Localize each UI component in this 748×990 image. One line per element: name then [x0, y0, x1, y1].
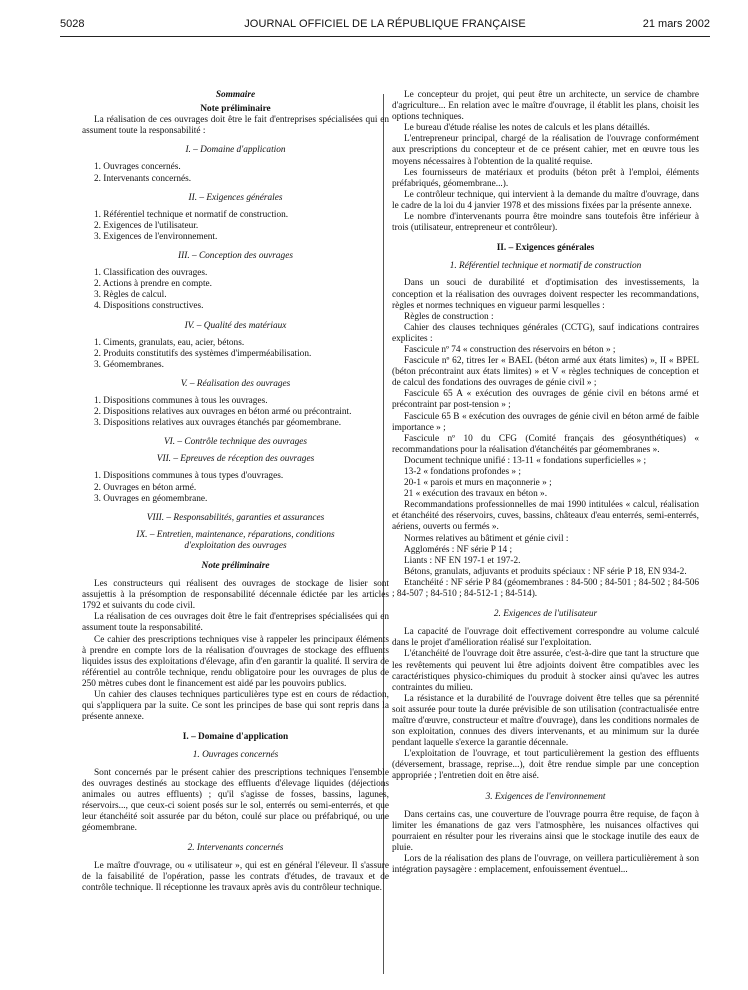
- r-sub2-paragraph: La résistance et la durabilité de l'ouvrage doivent être telles que sa pérennité soit assurée pour toute la durée prévisible de son utilisation (contractualisée entre maître d'œuvre, constructeur et maître d'ouvrage), dans les conditions normales de son exploitation, connues des divers intervenants, et au minimum sur la durée pendant laquelle s'exerce la garantie décennale.: [392, 693, 699, 749]
- summary-section-7: VII. – Epreuves de réception des ouvrages: [156, 454, 315, 465]
- r-sub1-paragraph: Agglomérés : NF série P 14 ;: [404, 544, 513, 555]
- summary-item: 1. Ciments, granulats, eau, acier, bétons.: [94, 337, 245, 348]
- intro-paragraph: Les fournisseurs de matériaux et produits (béton prêt à l'emploi, éléments préfabriqués, géomembrane...).: [392, 167, 699, 189]
- r-sub3-paragraph: Dans certains cas, une couverture de l'ouvrage pourra être requise, de façon à limiter les émanations de gaz vers l'atmosphère, les nuisances olfactives qui pourraient en résulter pour les riverains ainsi que le stockage inutile des eaux de pluie.: [392, 809, 699, 853]
- r-sub1-paragraph: Recommandations professionnelles de mai 1990 intitulées « calcul, réalisation et étanchéité des réservoirs, cuves, bassins, châteaux d'eau enterrés, semi-enterrés, aériens, ouverts ou fermés ».: [392, 500, 699, 533]
- summary-section-9: IX. – Entretien, maintenance, réparations, conditions d'exploitation des ouvrages: [136, 529, 335, 551]
- summary-item: 3. Dispositions relatives aux ouvrages étanchés par géomembrane.: [94, 418, 342, 429]
- r-sub1-paragraph: Normes relatives au bâtiment et génie civil :: [404, 533, 569, 544]
- summary-item: 1. Ouvrages concernés.: [94, 162, 181, 173]
- summary-section-5: V. – Réalisation des ouvrages: [180, 378, 291, 389]
- note2-paragraph: Un cahier des clauses techniques particulières type est en cours de rédaction, qui s'appliquera par la suite. Ce sont les principes de base qui sont repris dans la présente annexe.: [82, 690, 389, 723]
- summary-item: 1. Dispositions communes à tous les ouvrages.: [94, 395, 268, 406]
- r-sub1-paragraph: Etanchéité : NF série P 84 (géomembranes : 84-500 ; 84-501 ; 84-502 ; 84-506 ; 84-507 ; 84-510 ; 84-512-1 ; 84-514).: [392, 577, 699, 600]
- left-column: [82, 90, 389, 894]
- summary-item: 2. Intervenants concernés.: [94, 173, 192, 184]
- summary-item: 1. Référentiel technique et normatif de construction.: [94, 209, 289, 220]
- r-sub3-title: 3. Exigences de l'environnement: [485, 791, 606, 802]
- r-sub3-paragraph: Lors de la réalisation des plans de l'ouvrage, on veillera particulièrement à son intégration paysagère : emplacement, enfouissement éventuel...: [392, 854, 699, 876]
- summary-item: 2. Produits constitutifs des systèmes d'imperméabilisation.: [94, 348, 312, 359]
- summary-section-1: I. – Domaine d'application: [185, 145, 286, 156]
- summary-item: 1. Dispositions communes à tous types d'ouvrages.: [94, 471, 284, 482]
- summary-item: 2. Exigences de l'utilisateur.: [94, 220, 199, 231]
- r-sub2-title: 2. Exigences de l'utilisateur: [493, 609, 598, 620]
- page-header: [60, 18, 710, 34]
- sub2-text: Le maître d'ouvrage, ou « utilisateur », qui est en général l'éleveur. Il s'assure de la faisabilité de l'opération, passe les contrats d'études, de travaux et de contrôle technique. Il réceptionne les travaux après avis du contrôleur technique.: [82, 861, 389, 894]
- part1-title: I. – Domaine d'application: [182, 732, 289, 743]
- summary-item: 2. Actions à prendre en compte.: [94, 279, 212, 290]
- r-sub1-paragraph: Fascicule 65 B « exécution des ouvrages de génie civil en béton armé de faible importance » ;: [392, 411, 699, 433]
- r-sub1-paragraph: Bétons, granulats, adjuvants et produits spéciaux : NF série P 18, EN 934-2.: [404, 566, 687, 577]
- r-sub2-paragraph: L'étanchéité de l'ouvrage doit être assurée, c'est-à-dire que tant la structure que les revêtements qui peuvent lui être adjoints doivent être compatibles avec les caractéristiques physico-chimiques du produit à stocker ainsi qu'avec les autres contraintes du milieu.: [392, 649, 699, 693]
- r-sub2-paragraph: L'exploitation de l'ouvrage, et tout particulièrement la gestion des effluents (déversement, brassage, reprise...), doit être rendue simple par une conception appropriée ; l'entretien doit en être aisé.: [392, 749, 699, 782]
- summary-item: 3. Exigences de l'environnement.: [94, 231, 218, 242]
- summary-section-8: VIII. – Responsabilités, garanties et assurances: [146, 512, 325, 523]
- summary-section-3: III. – Conception des ouvrages: [178, 251, 293, 262]
- r-sub1-paragraph: Fascicule 65 A « exécution des ouvrages de génie civil en bétons armé et précontraint par post-tension » ;: [392, 389, 699, 411]
- intro-paragraph: Le contrôleur technique, qui intervient à la demande du maître d'ouvrage, dans le cadre de la loi du 4 janvier 1978 et des missions fixées par la présente annexe.: [392, 189, 699, 211]
- r-sub1-paragraph: Fascicule nº 62, titres Ier « BAEL (béton armé aux états limites) », II « BPEL (béton précontraint aux états limites) » et V « règles techniques de conception et de calcul des fondations des ouvrages de génie civil » ;: [392, 356, 699, 389]
- summary-item: 3. Géomembranes.: [94, 359, 164, 370]
- summary-item: 3. Ouvrages en géomembrane.: [94, 493, 208, 504]
- r-sub1-paragraph: Fascicule nº 10 du CFG (Comité français des géosynthétiques) « recommandations pour la réalisation d'étanchéités par géomembranes ».: [392, 433, 699, 455]
- r-sub1-paragraph: Règles de construction :: [404, 311, 494, 322]
- r-sub1-paragraph: Liants : NF EN 197-1 et 197-2.: [404, 555, 521, 566]
- part2-title: II. – Exigences générales: [496, 243, 595, 254]
- r-sub1-paragraph: 20-1 « parois et murs en maçonnerie » ;: [404, 478, 552, 489]
- summary-section-2: II. – Exigences générales: [188, 192, 283, 203]
- intro-paragraph: Le nombre d'intervenants pourra être moindre sans toutefois être inférieur à trois (utilisateur, entrepreneur et contrôleur).: [392, 212, 699, 234]
- issue-date: 21 mars 2002: [642, 18, 710, 30]
- summary-item: 4. Dispositions constructives.: [94, 301, 204, 312]
- summary-item: 2. Ouvrages en béton armé.: [94, 482, 197, 493]
- right-column: [392, 90, 699, 876]
- intro-paragraph: Le concepteur du projet, qui peut être un architecte, un service de chambre d'agriculture... En relation avec le maître d'ouvrage, il établit les plans, choisit les options techniques.: [392, 90, 699, 123]
- summary-item: 3. Règles de calcul.: [94, 290, 167, 301]
- journal-title: JOURNAL OFFICIEL DE LA RÉPUBLIQUE FRANÇAISE: [244, 18, 526, 30]
- summary-item: 1. Classification des ouvrages.: [94, 268, 208, 279]
- note2-paragraph: La réalisation de ces ouvrages doit être le fait d'entreprises spécialisées qui en assument toute la responsabilité.: [82, 612, 389, 634]
- intro-paragraph: L'entrepreneur principal, chargé de la réalisation de l'ouvrage conformément aux prescriptions du concepteur et de ce présent cahier, met en œuvre tous les moyens nécessaires à l'obtention de la qualité requise.: [392, 134, 699, 167]
- note2-paragraph: Les constructeurs qui réalisent des ouvrages de stockage de lisier sont assujettis à la présomption de responsabilité décennale édictée par les articles 1792 et suivants du code civil.: [82, 579, 389, 612]
- page-number: 5028: [60, 18, 85, 30]
- header-rule: [60, 36, 710, 37]
- r-sub1-paragraph: Document technique unifié : 13-11 « fondations superficielles » ;: [404, 455, 647, 466]
- note2-title: Note préliminaire: [201, 561, 270, 571]
- sommaire-title: Sommaire: [215, 90, 256, 100]
- r-sub1-paragraph: Cahier des clauses techniques générales (CCTG), sauf indications contraires explicites :: [392, 322, 699, 344]
- r-sub2-paragraph: La capacité de l'ouvrage doit effectivement correspondre au volume calculé dans le projet d'amélioration réalisé sur l'exploitation.: [392, 627, 699, 649]
- note-title: Note préliminaire: [200, 104, 271, 115]
- note-text: La réalisation de ces ouvrages doit être le fait d'entreprises spécialisées qui en assument toute la responsabilité :: [82, 115, 389, 137]
- r-sub1-title: 1. Référentiel technique et normatif de construction: [449, 261, 642, 272]
- sub2-title: 2. Intervenants concernés: [187, 843, 284, 854]
- intro-paragraph: Le bureau d'étude réalise les notes de calculs et les plans détaillés.: [404, 123, 650, 134]
- summary-item: 2. Dispositions relatives aux ouvrages en béton armé ou précontraint.: [94, 407, 352, 418]
- sub1-text: Sont concernés par le présent cahier des prescriptions techniques l'ensemble des ouvrages destinés au stockage des effluents d'élevage liquides (déjections animales ou autres effluents) ; qu'il s'agisse de fosses, bassins, lagunes, réservoirs..., que ceux-ci soient posés sur le sol, enterrés ou semi-enterrés, et que leur étanchéité soit assurée par du béton, coulé sur place ou préfabriqué, ou une géomembrane.: [82, 767, 389, 833]
- r-sub1-paragraph: Fascicule nº 74 « construction des réservoirs en béton » ;: [404, 344, 616, 355]
- sub1-title: 1. Ouvrages concernés: [192, 750, 279, 761]
- r-sub1-paragraph: 21 « exécution des travaux en béton ».: [404, 489, 548, 500]
- summary-section-4: IV. – Qualité des matériaux: [184, 320, 287, 331]
- r-sub1-paragraph: Dans un souci de durabilité et d'optimisation des investissements, la conception et la réalisation des ouvrages doivent respecter les recommandations, règles et normes techniques en vigueur parmi lesquelles :: [392, 278, 699, 311]
- note2-paragraph: Ce cahier des prescriptions techniques vise à rappeler les principaux éléments à prendre en compte lors de la réalisation d'ouvrages de stockage des effluents liquides issus des exploitations d'élevage, afin d'en garantir la qualité. Il servira de référentiel au contrôle technique, rendu obligatoire pour les ouvrages de plus de 250 mètres cubes dont le financement est aidé par les pouvoirs publics.: [82, 634, 389, 689]
- r-sub1-paragraph: 13-2 « fondations profondes » ;: [404, 467, 521, 477]
- summary-section-6: VI. – Contrôle technique des ouvrages: [163, 437, 308, 448]
